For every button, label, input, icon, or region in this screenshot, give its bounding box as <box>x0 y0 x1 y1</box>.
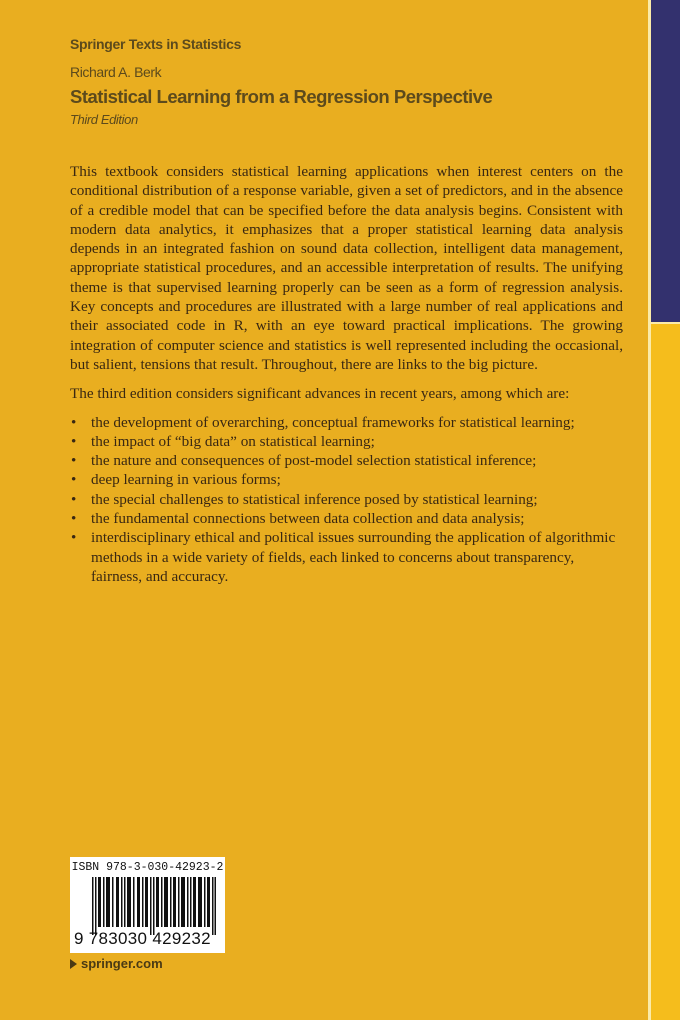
bullet-icon: • <box>71 452 77 470</box>
barcode-digits: 9 783030 429232 <box>74 929 211 948</box>
edition-label: Third Edition <box>70 112 138 127</box>
list-item: • the development of overarching, conceptual frameworks for statistical learning; <box>71 413 575 431</box>
book-title: Statistical Learning from a Regression Perspective <box>70 86 493 107</box>
edge-navy-block <box>651 0 680 322</box>
list-item: • the special challenges to statistical inference posed by statistical learning; <box>71 490 538 508</box>
barcode-bars-icon <box>92 877 216 935</box>
advances-list <box>70 413 623 587</box>
bullet-icon: • <box>71 471 77 489</box>
bullet-icon: • <box>71 432 77 450</box>
author-name: Richard A. Berk <box>70 64 162 80</box>
bullet-icon: • <box>71 413 77 431</box>
advances-intro: The third edition considers significant advances in recent years, among which are: <box>70 385 570 403</box>
list-item: • deep learning in various forms; <box>71 471 281 489</box>
list-item: • the fundamental connections between data collection and data analysis; <box>71 510 525 528</box>
bullet-icon: • <box>71 510 77 528</box>
edge-yellow-block <box>651 324 680 1020</box>
bullet-icon: • <box>71 490 77 508</box>
isbn-label: ISBN 978-3-030-42923-2 <box>71 861 224 874</box>
description-paragraph: This textbook considers statistical learning applications when interest centers on the conditional distribution of a response variable, given a set of predictors, and in the absence of a credible model that can be specified before the data analysis begins. Consistent with modern data analytics, it emphasizes that a proper statistical learning data analysis depends in an integrated fashion on sound data collection, intelligent data management, appropriate statistical procedures, and an accessible interpretation of results. The unifying theme is that supervised learning properly can be seen as a form of regression analysis. Key concepts and procedures are illustrated with a large number of real applications and their associated code in R, with an eye toward practical implications. The growing integration of computer science and statistics is well represented including the occasional, but salient, tensions that result. Throughout, there are links to the big picture. <box>70 163 623 373</box>
description <box>70 162 623 586</box>
series-name: Springer Texts in Statistics <box>70 36 242 52</box>
springer-link-label: springer.com <box>81 956 163 971</box>
isbn-barcode <box>70 857 225 953</box>
triangle-right-icon <box>70 959 77 969</box>
list-item: • interdisciplinary ethical and political issues surrounding the application of algorithmic methods in a wide variety of fields, each linked to concerns about transparency, fairness, and accuracy. <box>71 529 616 585</box>
list-item: • the nature and consequences of post-model selection statistical inference; <box>71 452 537 470</box>
list-item: • the impact of “big data” on statistical learning; <box>71 432 375 450</box>
bullet-icon: • <box>71 529 77 547</box>
springer-link[interactable] <box>70 956 163 971</box>
